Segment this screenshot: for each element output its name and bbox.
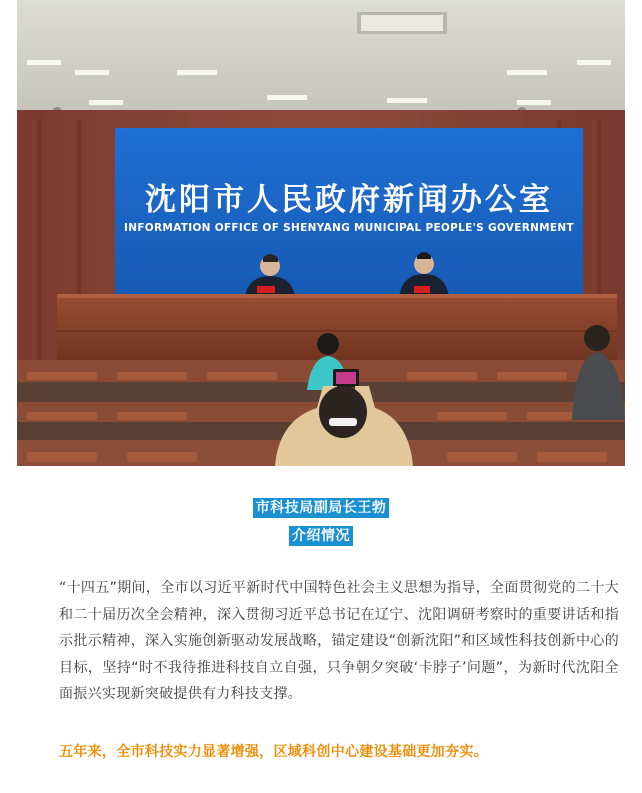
caption-speaker-title: 市科技局副局长王勃: [253, 498, 390, 518]
article-highlight: 五年来，全市科技实力显著增强，区域科创中心建设基础更加夯实。: [59, 744, 488, 760]
banner-title-en: INFORMATION OFFICE OF SHENYANG MUNICIPAL PEOPLE'S GOVERNMENT: [124, 222, 574, 234]
press-conference-scene: [17, 0, 625, 466]
caption-description: 介绍情况: [289, 526, 353, 546]
banner-title-cn: 沈阳市人民政府新闻办公室: [145, 182, 553, 218]
photo-caption-line2: [0, 525, 642, 546]
photo-caption-line1: [0, 497, 642, 518]
article-paragraph: “十四五”期间，全市以习近平新时代中国特色社会主义思想为指导，全面贯彻党的二十大和二十届历次全会精神，深入贯彻习近平总书记在辽宁、沈阳调研考察时的重要讲话和指示批示精神，深入实施创新驱动发展战略，锚定建设“创新沈阳”和区域性科技创新中心的目标，坚持“时不我待推进科技自立自强，只争朝夕突破‘卡脖子’问题”，为新时代沈阳全面振兴实现新突破提供有力科技支撑。: [59, 580, 619, 703]
press-conference-photo: [17, 0, 625, 466]
